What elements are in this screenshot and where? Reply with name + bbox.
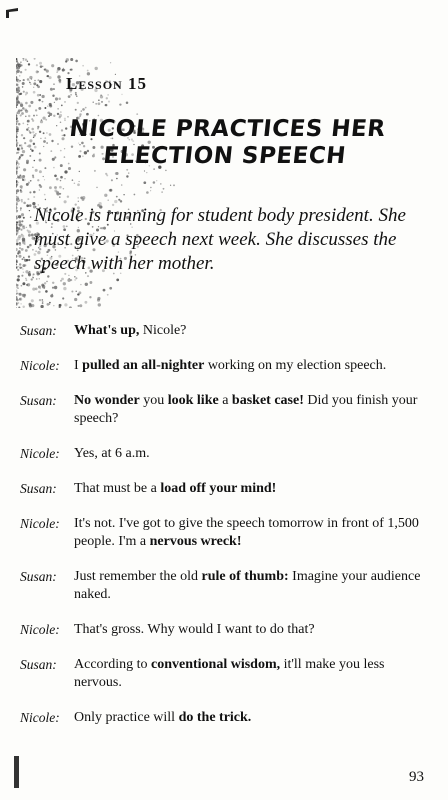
speech-fragment: That must be a <box>74 481 161 496</box>
lesson-title <box>13 116 439 170</box>
idiom-phrase: No wonder <box>74 393 140 408</box>
speech-fragment: It's not. I've got to give the speech tomorrow in front of 1,500 people. I'm a <box>74 516 419 549</box>
corner-mark-icon <box>6 8 18 18</box>
speech-text <box>74 656 430 692</box>
dialogue-line <box>20 621 430 639</box>
speech-text <box>74 392 430 428</box>
idiom-phrase: load off your mind! <box>160 481 277 496</box>
speaker-name: Nicole: <box>20 516 60 531</box>
speech-fragment: Yes, at 6 a.m. <box>74 446 150 461</box>
idiom-phrase: nervous wreck! <box>149 534 242 549</box>
speech-text <box>74 357 430 375</box>
speech-text <box>74 515 430 551</box>
idiom-phrase: conventional wisdom, <box>150 657 281 672</box>
speech-fragment: Did you finish your speech? <box>74 393 418 426</box>
speech-text <box>74 445 430 463</box>
binding-mark-icon <box>14 756 19 788</box>
speech-fragment: That's gross. Why would I want to do that? <box>74 622 315 637</box>
dialogue-line <box>20 357 430 375</box>
speech-fragment: it'll make you less nervous. <box>74 657 385 690</box>
dialogue-line <box>20 568 430 604</box>
speech-fragment: Only practice will <box>74 710 179 725</box>
dialogue-line <box>20 322 430 340</box>
speech-fragment: Just remember the old <box>74 569 202 584</box>
speech-fragment: Imagine your audience naked. <box>74 569 421 602</box>
speech-fragment: working on my election speech. <box>204 358 387 373</box>
speaker-name: Nicole: <box>20 358 60 373</box>
speaker-name: Susan: <box>20 569 57 584</box>
lesson-intro: Nicole is running for student body president. She must give a speech next week. She discusses the speech with her mother. <box>34 205 406 274</box>
speech-text <box>74 480 430 498</box>
speaker-name: Susan: <box>20 393 57 408</box>
title-line-2: ELECTION SPEECH <box>102 143 348 169</box>
dialogue-line <box>20 656 430 692</box>
idiom-phrase: pulled an all-nighter <box>82 358 205 373</box>
dialogue-line <box>20 515 430 551</box>
speaker-name: Susan: <box>20 323 57 338</box>
speaker-name: Nicole: <box>20 710 60 725</box>
idiom-phrase: rule of thumb: <box>201 569 289 584</box>
page-number: 93 <box>409 769 424 785</box>
dialogue-line <box>20 392 430 428</box>
speech-text <box>74 709 430 727</box>
speech-fragment: you <box>139 393 168 408</box>
speaker-name: Nicole: <box>20 622 60 637</box>
speech-fragment: According to <box>74 657 151 672</box>
idiom-phrase: basket case! <box>231 393 304 408</box>
speaker-name: Susan: <box>20 481 57 496</box>
speech-fragment: a <box>218 393 232 408</box>
speaker-name: Nicole: <box>20 446 60 461</box>
dialogue <box>20 322 430 744</box>
speech-fragment: I <box>74 358 83 373</box>
dialogue-line <box>20 445 430 463</box>
speech-text <box>74 322 430 340</box>
idiom-phrase: look like <box>167 393 219 408</box>
speaker-name: Susan: <box>20 657 57 672</box>
dialogue-line <box>20 480 430 498</box>
speech-text <box>74 621 430 639</box>
idiom-phrase: What's up, <box>74 323 140 338</box>
title-line-1: NICOLE PRACTICES HER <box>68 116 387 142</box>
dialogue-line <box>20 709 430 727</box>
speech-fragment: Nicole? <box>139 323 187 338</box>
lesson-label: Lesson 15 <box>66 74 147 93</box>
idiom-phrase: do the trick. <box>178 710 252 725</box>
lesson-header <box>16 58 436 308</box>
speech-text <box>74 568 430 604</box>
